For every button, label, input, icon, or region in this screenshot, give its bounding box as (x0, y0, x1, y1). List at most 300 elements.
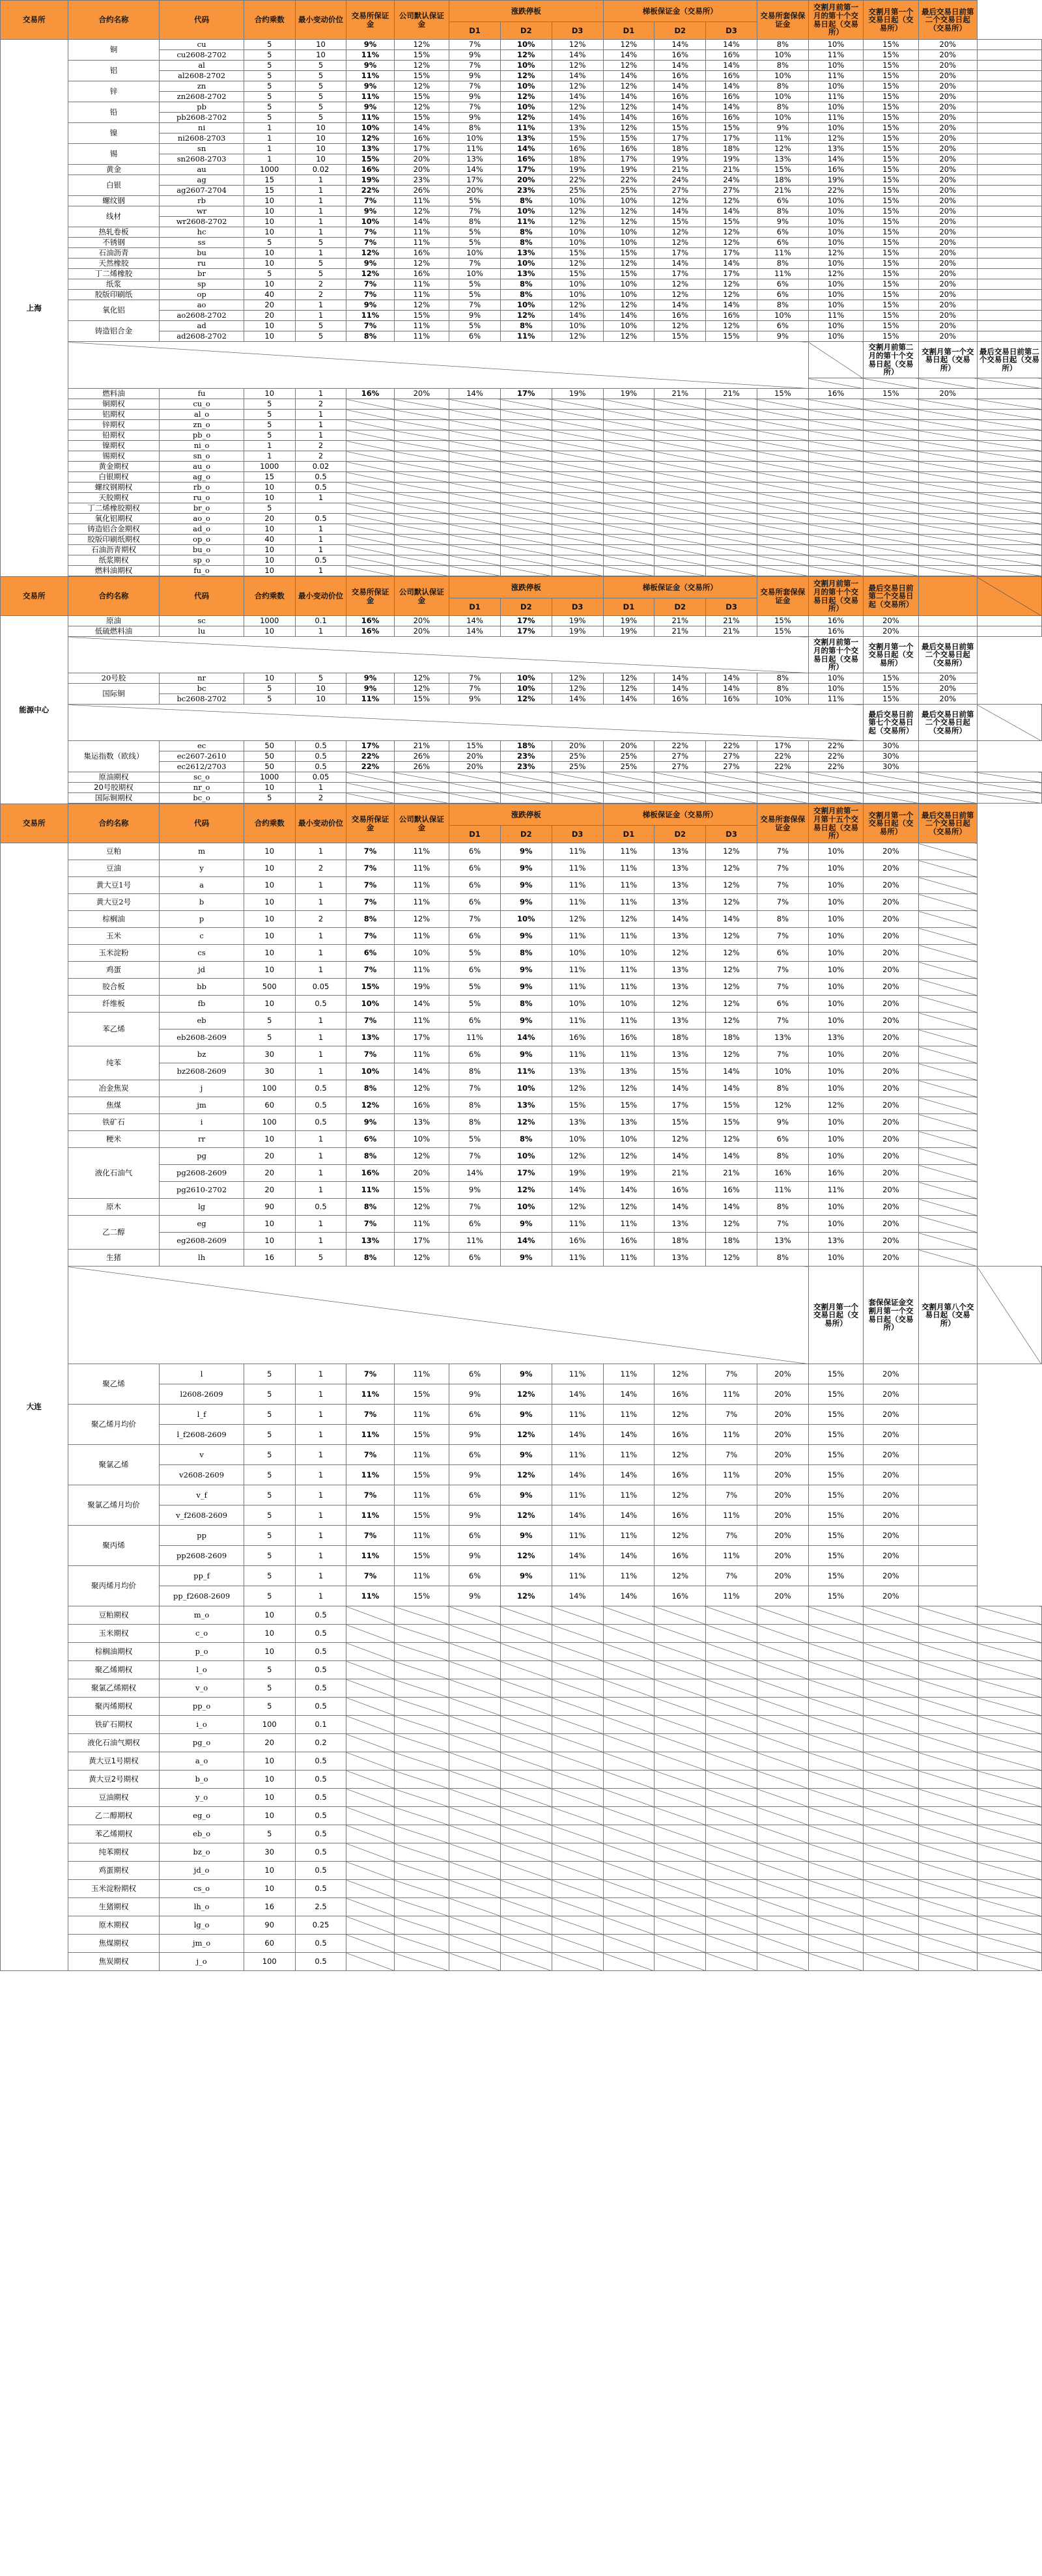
value-cell: 10 (295, 40, 346, 50)
value-cell: 14% (552, 1546, 603, 1566)
blank-cell (757, 1916, 808, 1935)
contract-code: zn2608-2702 (160, 92, 244, 102)
value-cell: 11% (757, 133, 808, 144)
empty-cell (918, 1586, 977, 1606)
value-cell: 15% (864, 123, 918, 133)
blank-cell (864, 1807, 918, 1825)
blank-cell (864, 399, 918, 410)
blank-cell (655, 1752, 706, 1771)
value-cell: 1 (295, 1445, 346, 1465)
value-cell: 9% (449, 1425, 501, 1445)
value-cell: 10% (808, 279, 863, 290)
blank-cell (346, 1752, 394, 1771)
blank-cell (808, 1643, 863, 1661)
value-cell: 13% (757, 1233, 808, 1250)
blank-cell (977, 1267, 1041, 1364)
contract-code: sn2608-2703 (160, 154, 244, 165)
value-cell: 20% (918, 165, 977, 175)
value-cell: 21% (655, 616, 706, 626)
value-cell: 15% (864, 92, 918, 102)
value-cell: 13% (394, 1114, 449, 1131)
value-cell: 13% (552, 1114, 603, 1131)
header-tick: 最小变动价位 (295, 804, 346, 843)
header-contract-name: 合约名称 (68, 804, 160, 843)
blank-cell (500, 1606, 552, 1625)
value-cell: 8% (757, 259, 808, 269)
value-cell: 5 (244, 71, 295, 81)
table-row (1, 102, 1042, 113)
value-cell: 1 (295, 300, 346, 311)
blank-cell (977, 1807, 1041, 1825)
blank-cell (918, 1063, 977, 1080)
header-company-margin: 公司默认保证金 (394, 577, 449, 616)
blank-cell (603, 1625, 655, 1643)
value-cell: 10 (244, 1216, 295, 1233)
header-hedge-margin: 交易所套保保证金 (757, 1, 808, 40)
blank-cell (655, 1679, 706, 1698)
value-cell: 10% (449, 248, 501, 259)
value-cell: 22% (808, 762, 863, 772)
value-cell: 11% (808, 694, 863, 705)
value-cell: 5 (244, 1526, 295, 1546)
value-cell: 11% (808, 1182, 863, 1199)
blank-cell (552, 1880, 603, 1898)
value-cell: 12% (500, 1465, 552, 1485)
blank-cell (706, 524, 757, 535)
value-cell: 12% (552, 102, 603, 113)
blank-cell (346, 545, 394, 555)
value-cell: 7% (757, 962, 808, 979)
option-name: 锌期权 (68, 420, 160, 430)
blank-cell (394, 1953, 449, 1971)
value-cell: 10% (808, 996, 863, 1013)
value-cell: 14% (500, 144, 552, 154)
value-cell: 13% (346, 144, 394, 154)
blank-cell (977, 483, 1041, 493)
blank-cell (655, 472, 706, 483)
blank-cell (394, 514, 449, 524)
value-cell: 5 (244, 1698, 295, 1716)
option-code: rb_o (160, 483, 244, 493)
empty-cell (977, 81, 1041, 92)
value-cell: 12% (394, 102, 449, 113)
empty-cell (918, 741, 977, 751)
blank-cell (346, 1606, 394, 1625)
delivery-note: 交割月第一个交易日起（交易所） (864, 637, 918, 673)
value-cell: 11% (346, 113, 394, 123)
value-cell: 12% (655, 1364, 706, 1384)
value-cell: 0.5 (295, 1643, 346, 1661)
value-cell: 15% (552, 248, 603, 259)
value-cell: 15% (864, 279, 918, 290)
empty-cell (977, 133, 1041, 144)
value-cell: 1 (295, 962, 346, 979)
value-cell: 18% (552, 154, 603, 165)
contract-code: ag (160, 175, 244, 186)
value-cell: 11% (552, 928, 603, 945)
table-row (1, 1935, 1042, 1953)
option-name: 铸造铝合金期权 (68, 524, 160, 535)
contract-name: 胶合板 (68, 979, 160, 996)
blank-cell (552, 793, 603, 804)
blank-cell (706, 1916, 757, 1935)
blank-cell (757, 1698, 808, 1716)
value-cell: 15% (864, 133, 918, 144)
blank-cell (808, 1734, 863, 1752)
blank-cell (655, 462, 706, 472)
value-cell: 10% (552, 227, 603, 238)
blank-cell (918, 911, 977, 928)
value-cell: 10 (295, 144, 346, 154)
contract-name: 黄大豆2号 (68, 894, 160, 911)
option-name: 黄大豆1号期权 (68, 1752, 160, 1771)
value-cell: 16% (808, 389, 863, 399)
blank-cell (552, 1734, 603, 1752)
blank-cell (500, 1807, 552, 1825)
value-cell: 14% (394, 123, 449, 133)
value-cell: 12% (552, 673, 603, 684)
value-cell: 12% (706, 860, 757, 877)
blank-cell (918, 1679, 977, 1698)
value-cell: 20% (918, 279, 977, 290)
blank-cell (706, 503, 757, 514)
value-cell: 14% (655, 40, 706, 50)
contract-name: 纯苯 (68, 1046, 160, 1080)
blank-cell (918, 378, 977, 389)
value-cell: 21% (655, 626, 706, 637)
value-cell: 9% (500, 843, 552, 860)
value-cell: 22% (346, 186, 394, 196)
value-cell: 10% (757, 50, 808, 61)
table-row (1, 389, 1042, 399)
blank-cell (918, 1935, 977, 1953)
value-cell: 14% (706, 1199, 757, 1216)
blank-cell (500, 1916, 552, 1935)
value-cell: 15% (706, 217, 757, 227)
value-cell: 10 (244, 196, 295, 206)
table-row (1, 259, 1042, 269)
value-cell: 20% (918, 217, 977, 227)
value-cell: 9% (500, 877, 552, 894)
value-cell: 16% (655, 50, 706, 61)
value-cell: 11% (603, 1445, 655, 1465)
value-cell: 7% (757, 1046, 808, 1063)
value-cell: 17% (655, 269, 706, 279)
blank-cell (864, 555, 918, 566)
blank-cell (757, 793, 808, 804)
value-cell: 6% (757, 196, 808, 206)
value-cell: 20% (603, 741, 655, 751)
blank-cell (655, 1825, 706, 1843)
blank-cell (449, 430, 501, 441)
contract-name: 低硫燃料油 (68, 626, 160, 637)
contract-code: l (160, 1364, 244, 1384)
blank-cell (706, 1843, 757, 1862)
value-cell: 20% (449, 751, 501, 762)
blank-cell (449, 535, 501, 545)
blank-cell (394, 451, 449, 462)
blank-cell (500, 555, 552, 566)
blank-cell (977, 535, 1041, 545)
header-multiplier: 合约乘数 (244, 1, 295, 40)
table-row (1, 300, 1042, 311)
value-cell: 20% (864, 996, 918, 1013)
blank-cell (449, 441, 501, 451)
value-cell: 8% (449, 1114, 501, 1131)
value-cell: 5 (244, 503, 295, 514)
value-cell: 22% (552, 175, 603, 186)
value-cell: 14% (603, 311, 655, 321)
empty-cell (977, 50, 1041, 61)
blank-cell (603, 1679, 655, 1698)
value-cell: 16% (808, 165, 863, 175)
option-code: ru_o (160, 493, 244, 503)
value-cell: 10 (244, 1643, 295, 1661)
value-cell: 2 (295, 793, 346, 804)
contract-code: ec2612/2703 (160, 762, 244, 772)
value-cell: 14% (552, 311, 603, 321)
value-cell: 20% (918, 206, 977, 217)
value-cell: 11% (394, 1046, 449, 1063)
value-cell: 10% (757, 311, 808, 321)
value-cell: 20% (757, 1566, 808, 1586)
value-cell: 12% (603, 673, 655, 684)
blank-cell (394, 1807, 449, 1825)
contract-code: lg (160, 1199, 244, 1216)
table-row (1, 144, 1042, 154)
blank-cell (808, 1916, 863, 1935)
value-cell: 11% (346, 1546, 394, 1566)
value-cell: 0.2 (295, 1734, 346, 1752)
contract-code: p (160, 911, 244, 928)
value-cell: 25% (552, 762, 603, 772)
value-cell: 14% (449, 165, 501, 175)
value-cell: 0.05 (295, 979, 346, 996)
value-cell: 8% (449, 123, 501, 133)
option-name: 氧化铝期权 (68, 514, 160, 524)
blank-cell (449, 462, 501, 472)
value-cell: 7% (346, 321, 394, 331)
value-cell: 20% (864, 1465, 918, 1485)
value-cell: 14% (603, 694, 655, 705)
value-cell: 17% (706, 269, 757, 279)
value-cell: 5% (449, 279, 501, 290)
blank-cell (706, 555, 757, 566)
value-cell: 10% (808, 1250, 863, 1267)
value-cell: 10 (244, 843, 295, 860)
value-cell: 9% (346, 259, 394, 269)
blank-cell (449, 483, 501, 493)
value-cell: 5% (449, 996, 501, 1013)
option-code: eg_o (160, 1807, 244, 1825)
blank-cell (977, 514, 1041, 524)
value-cell: 20 (244, 514, 295, 524)
value-cell: 15% (757, 626, 808, 637)
value-cell: 6% (449, 1405, 501, 1425)
blank-cell (449, 1862, 501, 1880)
blank-cell (977, 441, 1041, 451)
blank-cell (603, 793, 655, 804)
value-cell: 10 (244, 928, 295, 945)
value-cell: 17% (603, 154, 655, 165)
table-row (1, 577, 1042, 598)
value-cell: 6% (757, 227, 808, 238)
value-cell: 20% (918, 321, 977, 331)
blank-cell (346, 1679, 394, 1698)
value-cell: 10 (244, 1880, 295, 1898)
value-cell: 10% (808, 61, 863, 71)
value-cell: 10% (500, 61, 552, 71)
contract-code: lh (160, 1250, 244, 1267)
value-cell: 11% (603, 1216, 655, 1233)
value-cell: 12% (706, 227, 757, 238)
value-cell: 10 (244, 673, 295, 684)
value-cell: 1 (295, 206, 346, 217)
value-cell: 12% (655, 1526, 706, 1546)
value-cell: 1 (295, 1485, 346, 1505)
value-cell: 9% (346, 684, 394, 694)
empty-cell (977, 175, 1041, 186)
value-cell: 10 (244, 860, 295, 877)
contract-code: ao (160, 300, 244, 311)
value-cell: 15% (394, 311, 449, 321)
value-cell: 20% (864, 1080, 918, 1097)
option-code: al_o (160, 410, 244, 420)
blank-cell (552, 783, 603, 793)
value-cell: 6% (757, 238, 808, 248)
blank-cell (918, 1148, 977, 1165)
option-name: 白银期权 (68, 472, 160, 483)
table-row (1, 493, 1042, 503)
value-cell: 14% (552, 71, 603, 81)
value-cell: 11% (346, 694, 394, 705)
contract-code: op (160, 290, 244, 300)
value-cell: 11% (552, 1405, 603, 1425)
contract-name: 胶版印刷纸 (68, 290, 160, 300)
header-delivery-margin (918, 577, 977, 616)
value-cell: 1 (244, 144, 295, 154)
option-name: 铝期权 (68, 410, 160, 420)
blank-cell (918, 1046, 977, 1063)
value-cell: 20% (552, 741, 603, 751)
value-cell: 20% (918, 300, 977, 311)
value-cell: 10% (500, 911, 552, 928)
value-cell: 15% (808, 1526, 863, 1546)
blank-cell (918, 894, 977, 911)
value-cell: 5 (295, 321, 346, 331)
value-cell: 2 (295, 860, 346, 877)
value-cell: 12% (552, 684, 603, 694)
value-cell: 0.5 (295, 751, 346, 762)
value-cell: 19% (603, 616, 655, 626)
value-cell: 15 (244, 175, 295, 186)
value-cell: 11% (757, 248, 808, 259)
value-cell: 7% (346, 227, 394, 238)
value-cell: 30% (864, 762, 918, 772)
blank-cell (394, 1935, 449, 1953)
value-cell: 5 (244, 1661, 295, 1679)
blank-cell (706, 420, 757, 430)
value-cell: 6% (449, 962, 501, 979)
value-cell: 19% (603, 389, 655, 399)
table-row (1, 61, 1042, 71)
contract-code: hc (160, 227, 244, 238)
table-row (1, 1734, 1042, 1752)
value-cell: 11% (808, 113, 863, 123)
value-cell: 11% (706, 1505, 757, 1526)
value-cell: 14% (706, 300, 757, 311)
value-cell: 11% (603, 894, 655, 911)
option-code: eb_o (160, 1825, 244, 1843)
option-name: 棕榈油期权 (68, 1643, 160, 1661)
delivery-note: 交割月第一个交易日起（交易所） (808, 1267, 863, 1364)
table-row (1, 503, 1042, 514)
blank-cell (808, 1862, 863, 1880)
blank-cell (552, 441, 603, 451)
blank-cell (346, 503, 394, 514)
table-row (1, 1953, 1042, 1971)
blank-cell (757, 1825, 808, 1843)
value-cell: 10 (244, 894, 295, 911)
value-cell: 12% (655, 996, 706, 1013)
value-cell: 15% (808, 1586, 863, 1606)
value-cell: 2 (295, 279, 346, 290)
header-exchange: 交易所 (1, 577, 68, 616)
empty-cell (977, 279, 1041, 290)
option-name: 焦煤期权 (68, 1935, 160, 1953)
value-cell: 20% (918, 331, 977, 342)
value-cell: 11% (603, 1566, 655, 1586)
blank-cell (757, 524, 808, 535)
contract-code: sp (160, 279, 244, 290)
value-cell: 14% (655, 259, 706, 269)
value-cell: 1 (295, 783, 346, 793)
blank-cell (918, 503, 977, 514)
value-cell: 15% (394, 113, 449, 123)
contract-name: 国际铜 (68, 684, 160, 705)
value-cell: 9% (449, 1182, 501, 1199)
value-cell: 11% (500, 1063, 552, 1080)
empty-cell (977, 227, 1041, 238)
blank-cell (864, 566, 918, 576)
contract-code: br (160, 269, 244, 279)
value-cell: 19% (706, 154, 757, 165)
value-cell: 10% (808, 945, 863, 962)
value-cell: 12% (500, 92, 552, 102)
value-cell: 12% (808, 1097, 863, 1114)
contract-name: 鸡蛋 (68, 962, 160, 979)
empty-cell (918, 1546, 977, 1566)
value-cell: 16% (346, 389, 394, 399)
blank-cell (808, 1679, 863, 1698)
value-cell: 10% (603, 1131, 655, 1148)
value-cell: 9% (500, 860, 552, 877)
blank-cell (977, 1880, 1041, 1898)
value-cell: 7% (449, 300, 501, 311)
value-cell: 11% (552, 860, 603, 877)
option-code: ao_o (160, 514, 244, 524)
value-cell: 14% (449, 389, 501, 399)
value-cell: 17% (500, 389, 552, 399)
blank-cell (394, 772, 449, 783)
value-cell: 11% (394, 1216, 449, 1233)
value-cell: 7% (346, 290, 394, 300)
blank-cell (449, 1661, 501, 1679)
value-cell: 12% (603, 1080, 655, 1097)
value-cell: 10% (808, 1013, 863, 1029)
value-cell: 20% (918, 269, 977, 279)
empty-cell (918, 1364, 977, 1384)
